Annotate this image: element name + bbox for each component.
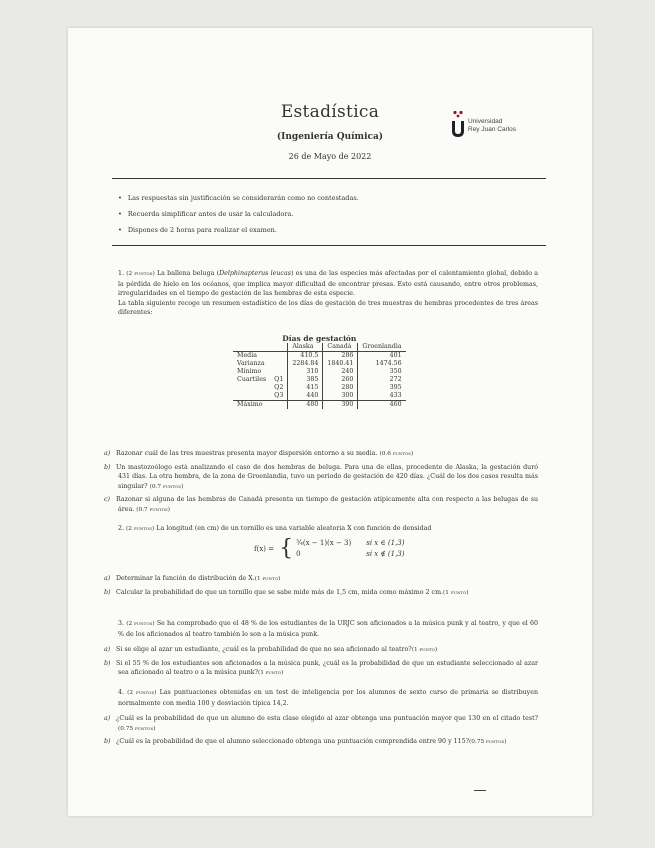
question-4-intro: 4. (2 puntos) Las puntuaciones obtenidas en un test de inteligencia por los alumnos de sexto curso de primaria se distribuyen normalmente con media 100 y desviación típica 14,2. (118, 689, 539, 707)
instruction-item: • Recuerda simplificar antes de usar la calculadora. (118, 206, 538, 222)
university-name: Universidad Rey Juan Carlos (468, 118, 517, 133)
question-2 (118, 524, 538, 535)
question-4a: a) ¿Cuál es la probabilidad de que un alumno de esta clase elegido al azar obtenga una puntuación mayor que 130 en el citado test?(0.75 puntos) (104, 715, 538, 732)
top-divider (112, 178, 546, 179)
brace-symbol: { (279, 536, 294, 561)
question-4 (104, 688, 539, 748)
table-title: Días de gestación (282, 334, 357, 343)
exam-page (68, 28, 592, 816)
exam-title: Estadística (280, 102, 380, 122)
column-header: Groenlandia (358, 343, 406, 352)
density-function: f(x) = { ¾(x − 1)(x − 3) si x ∈ (1,3) 0 si x ∉ (1,3) (254, 536, 405, 561)
university-logo (450, 110, 550, 150)
question-1c: c) Razonar si alguna de las hembras de Canadá presenta un tiempo de gestación atípicamente alta con respecto a las belugas de su área. (0.7 puntos) (104, 496, 538, 513)
question-1-table-intro: La tabla siguiente recoge un resumen estadístico de los días de gestación de tres muestras de hembras procedentes de tres áreas diferentes: (118, 299, 538, 317)
question-1 (118, 269, 538, 318)
table-header-row (233, 343, 406, 352)
question-2b: b) Calcular la probabilidad de que un tornillo que se sabe mide más de 1,5 cm, mida como máximo 2 cm.(1 punto) (104, 588, 469, 596)
exam-subtitle: (Ingeniería Química) (276, 132, 384, 142)
column-header: Alaska (288, 343, 323, 352)
exam-date: 26 de Mayo de 2022 (288, 152, 372, 161)
table-row: Media 410.5 286 401 (237, 352, 402, 359)
question-2a: a) Determinar la función de distribución de X.(1 punto) (104, 575, 281, 582)
question-3 (104, 619, 538, 679)
table-row: Varianza 2284.84 1840.41 1474.56 (237, 360, 402, 367)
table-row: Cuartiles Q1 385 260 272 (237, 376, 402, 383)
footer-mark (474, 790, 486, 791)
instruction-item: • Las respuestas sin justificación se considerarán como no contestadas. (118, 190, 538, 206)
question-1a: a) Razonar cuál de las tres muestras presenta mayor dispersión entorno a su media. (0.6 puntos) (104, 450, 414, 457)
table-row: Q2 415 280 395 (233, 384, 406, 392)
table-row: Mínimo 310 240 350 (237, 368, 402, 375)
question-3b: b) Si el 55 % de los estudiantes son aficionados a la música punk, ¿cuál es la probabilidad de que un estudiante seleccionado al azar sea aficionado al teatro o a la música punk?(1 punto) (104, 659, 538, 677)
table-row: Máximo 480 390 460 (233, 401, 406, 410)
function-lhs: f(x) = (254, 545, 275, 553)
urjc-crown-icon (450, 110, 466, 138)
instructions-list (118, 190, 538, 238)
question-2-intro: 2. (2 puntos) La longitud (en cm) de un tornillo es una variable aleatoria X con función de densidad (118, 525, 432, 532)
question-3-intro: 3. (2 puntos) Se ha comprobado que el 48 % de los estudiantes de la URJC son aficionados a la música punk y al teatro, y que el 60 % de los aficionados al teatro también lo son a la música punk. (118, 620, 538, 638)
instruction-item: • Dispones de 2 horas para realizar el examen. (118, 222, 538, 238)
question-2-parts (104, 574, 538, 598)
bottom-divider (112, 245, 546, 246)
table-row: Q3 440 300 433 (233, 392, 406, 401)
question-4b: b) ¿Cuál es la probabilidad de que el alumno seleccionado obtenga una puntuación comprendida entre 90 y 115?(0.75 puntos) (104, 738, 507, 746)
question-1-parts (104, 449, 538, 516)
column-header: Canadá (323, 343, 358, 352)
gestation-table (233, 334, 406, 409)
question-1-intro: 1. (2 puntos) La ballena beluga (Delphinapterus leucas) es una de las especies más afectadas por el calentamiento global, debido a la pérdida de hielo en los océanos, que implica mayor dificultad de encontrar presas. Esto está causando, entre otros problemas, irregularidades en el tiempo de gestación de las hembras de esta especie. (118, 270, 538, 298)
question-1b: b) Un mastozoólogo está analizando el caso de dos hembras de beluga. Para una de ellas, procedente de Alaska, la gestación duró 431 días. La otra hembra, de la zona de Groenlandia, tuvo un periodo de gestación de 420 días. ¿Cuál de los dos casos resulta más singular? (0.7 puntos) (104, 463, 538, 490)
question-3a: a) Si se elige al azar un estudiante, ¿cuál es la probabilidad de que no sea aficionado al teatro?(1 punto) (104, 646, 438, 654)
